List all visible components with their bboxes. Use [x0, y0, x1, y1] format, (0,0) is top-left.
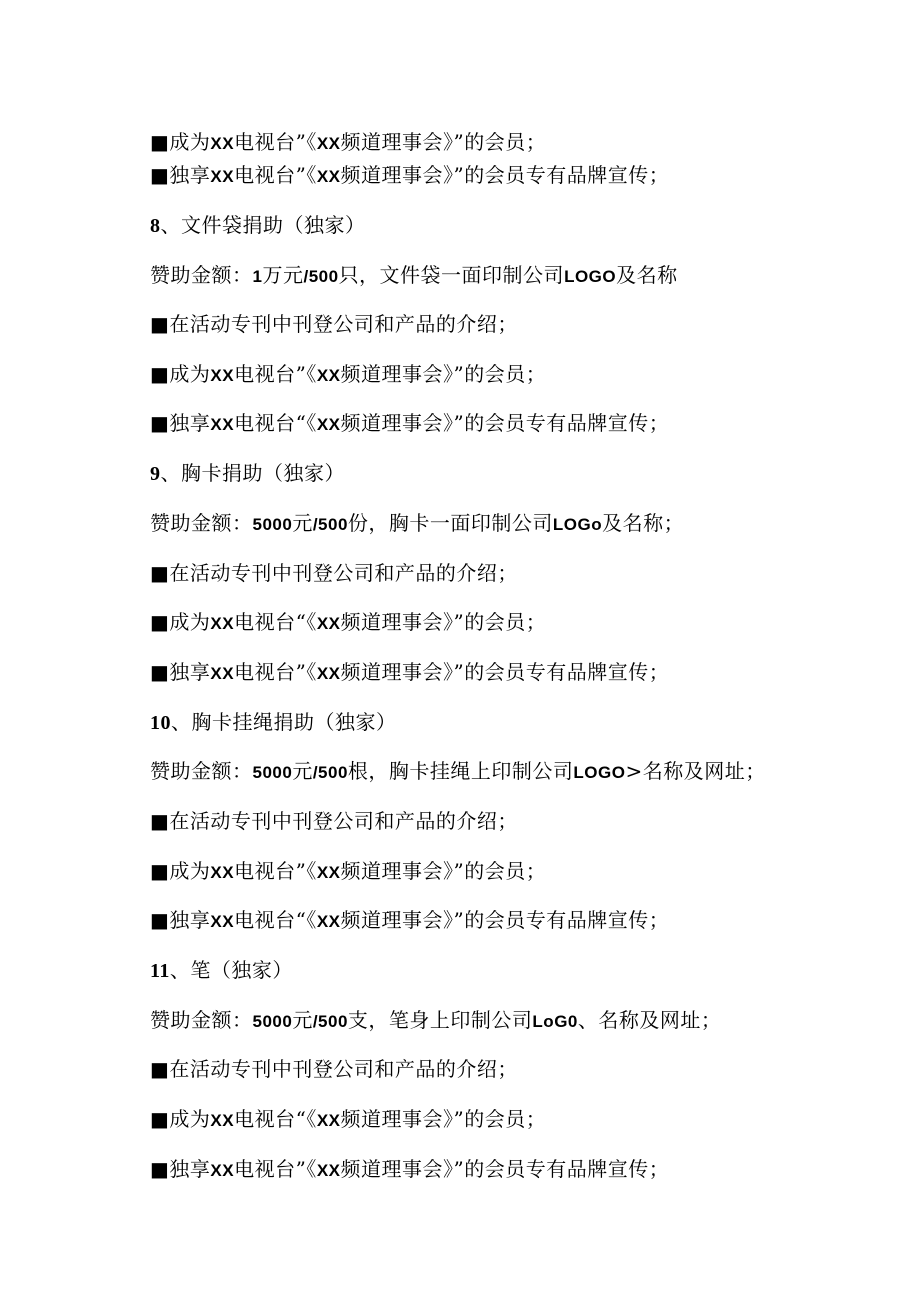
benefit-member-line — [150, 609, 546, 637]
text-segment: 成为 — [169, 859, 211, 883]
benefit-member-line — [150, 1106, 546, 1134]
text-segment: 电视台”《 — [234, 1157, 317, 1181]
text-segment: 独享 — [169, 1157, 211, 1181]
text-segment: XX — [210, 863, 235, 882]
bullet-square-icon: ■ — [150, 362, 170, 386]
bullet-square-icon: ■ — [150, 1057, 170, 1081]
sponsorship-amount-line — [150, 510, 684, 538]
bullet-square-icon: ■ — [150, 561, 170, 585]
benefit-intro-line — [150, 560, 518, 586]
text-segment: XX — [316, 366, 341, 385]
section-title: 、笔（独家） — [169, 958, 293, 982]
section-number: 8 — [150, 215, 161, 237]
text-segment: 支，笔身上印制公司 — [347, 1008, 533, 1032]
text-segment: 在活动专刊中刊登公司和产品的介绍； — [169, 561, 518, 585]
text-segment: 频道理事会》”的会员专有品牌宣传； — [340, 908, 670, 932]
text-segment: 频道理事会》”的会员； — [340, 130, 547, 154]
bullet-square-icon: ■ — [150, 809, 170, 833]
section-title: 、文件袋捐助（独家） — [160, 213, 366, 237]
text-segment: XX — [210, 415, 235, 434]
text-segment: >名称及网址； — [625, 759, 766, 783]
text-segment: 元 — [292, 511, 313, 535]
text-segment: XX — [316, 1161, 341, 1180]
text-segment: 独享 — [169, 660, 211, 684]
bullet-square-icon: ■ — [150, 130, 170, 154]
sponsorship-amount-line — [150, 758, 766, 786]
text-segment: XX — [316, 863, 341, 882]
text-segment: XX — [316, 167, 341, 186]
text-segment: 成为 — [169, 1107, 211, 1131]
text-segment: 电视台“《 — [234, 610, 317, 634]
text-segment: 频道理事会》”的会员； — [340, 610, 547, 634]
text-segment: XX — [316, 1111, 341, 1130]
text-segment: 独享 — [169, 908, 211, 932]
benefit-member-line — [150, 858, 546, 886]
text-segment: XX — [210, 614, 235, 633]
text-segment: 份，胸卡一面印制公司 — [347, 511, 553, 535]
text-segment: XX — [210, 134, 235, 153]
benefit-branding-line — [150, 410, 669, 438]
text-segment: 频道理事会》”的会员专有品牌宣传； — [340, 163, 670, 187]
section-heading-11 — [150, 957, 293, 984]
section-number: 11 — [150, 960, 170, 982]
text-segment: 万元 — [262, 263, 304, 287]
text-segment: /500 — [312, 515, 348, 534]
text-segment: 电视台“《 — [234, 411, 317, 435]
text-segment: XX — [210, 1111, 235, 1130]
text-segment: 独享 — [169, 163, 211, 187]
text-segment: XX — [210, 366, 235, 385]
section-number: 10 — [150, 712, 171, 734]
bullet-square-icon: ■ — [150, 163, 170, 187]
section-heading-8 — [150, 212, 366, 239]
text-segment: XX — [316, 912, 341, 931]
sponsorship-amount-line — [150, 262, 678, 290]
bullet-square-icon: ■ — [150, 1157, 170, 1181]
bullet-square-icon: ■ — [150, 908, 170, 932]
text-segment: 在活动专刊中刊登公司和产品的介绍； — [169, 809, 518, 833]
text-segment: XX — [316, 134, 341, 153]
text-segment: 根，胸卡挂绳上印制公司 — [347, 759, 574, 783]
section-heading-9 — [150, 460, 345, 487]
text-segment: 5000 — [252, 763, 293, 782]
text-segment: LOGo — [552, 515, 603, 534]
text-segment: 在活动专刊中刊登公司和产品的介绍； — [169, 1057, 518, 1081]
section-title: 、胸卡捐助（独家） — [160, 461, 345, 485]
text-segment: 频道理事会》”的会员专有品牌宣传； — [340, 411, 670, 435]
sponsorship-amount-line — [150, 1007, 721, 1035]
benefit-intro-line — [150, 311, 518, 337]
text-segment: 电视台”《 — [234, 660, 317, 684]
text-segment: /500 — [303, 267, 339, 286]
text-segment: /500 — [312, 763, 348, 782]
text-segment: 赞助金额： — [150, 759, 253, 783]
bullet-square-icon: ■ — [150, 660, 170, 684]
text-segment: 频道理事会》”的会员专有品牌宣传； — [340, 1157, 670, 1181]
bullet-square-icon: ■ — [150, 312, 170, 336]
text-segment: 、名称及网址； — [577, 1008, 722, 1032]
section-number: 9 — [150, 463, 161, 485]
text-segment: 独享 — [169, 411, 211, 435]
text-segment: XX — [210, 1161, 235, 1180]
text-segment: 电视台“《 — [234, 908, 317, 932]
section-heading-10 — [150, 709, 397, 736]
bullet-square-icon: ■ — [150, 411, 170, 435]
text-segment: 电视台”《 — [234, 163, 317, 187]
text-segment: LoG0 — [532, 1012, 578, 1031]
text-segment: 5000 — [252, 1012, 293, 1031]
text-segment: /500 — [312, 1012, 348, 1031]
text-segment: 赞助金额： — [150, 511, 253, 535]
bullet-square-icon: ■ — [150, 610, 170, 634]
text-segment: 及名称； — [602, 511, 685, 535]
text-segment: XX — [210, 167, 235, 186]
text-segment: 元 — [292, 759, 313, 783]
text-segment: XX — [316, 664, 341, 683]
text-segment: 只，文件袋一面印制公司 — [338, 263, 565, 287]
text-segment: XX — [316, 415, 341, 434]
benefit-member-line — [150, 361, 546, 389]
text-segment: XX — [316, 614, 341, 633]
benefit-branding-line — [150, 162, 669, 190]
bullet-square-icon: ■ — [150, 859, 170, 883]
text-segment: 赞助金额： — [150, 1008, 253, 1032]
benefit-member-line — [150, 129, 546, 157]
benefit-intro-line — [150, 1056, 518, 1082]
text-segment: 频道理事会》”的会员； — [340, 362, 547, 386]
benefit-branding-line — [150, 907, 669, 935]
text-segment: XX — [210, 912, 235, 931]
text-segment: 成为 — [169, 130, 211, 154]
text-segment: 在活动专刊中刊登公司和产品的介绍； — [169, 312, 518, 336]
text-segment: 1 — [252, 267, 263, 286]
text-segment: 电视台”《 — [234, 130, 317, 154]
benefit-branding-line — [150, 1156, 669, 1184]
text-segment: 频道理事会》”的会员专有品牌宣传； — [340, 660, 670, 684]
text-segment: 赞助金额： — [150, 263, 253, 287]
benefit-intro-line — [150, 808, 518, 834]
text-segment: 元 — [292, 1008, 313, 1032]
text-segment: 频道理事会》”的会员； — [340, 1107, 547, 1131]
text-segment: LOGO — [564, 267, 617, 286]
benefit-branding-line — [150, 659, 669, 687]
section-title: 、胸卡挂绳捐助（独家） — [171, 710, 397, 734]
text-segment: XX — [210, 664, 235, 683]
text-segment: 电视台”《 — [234, 859, 317, 883]
text-segment: LOGO — [573, 763, 626, 782]
text-segment: 成为 — [169, 362, 211, 386]
text-segment: 频道理事会》”的会员； — [340, 859, 547, 883]
text-segment: 及名称 — [616, 263, 678, 287]
text-segment: 成为 — [169, 610, 211, 634]
text-segment: 电视台”《 — [234, 362, 317, 386]
bullet-square-icon: ■ — [150, 1107, 170, 1131]
text-segment: 电视台“《 — [234, 1107, 317, 1131]
text-segment: 5000 — [252, 515, 293, 534]
